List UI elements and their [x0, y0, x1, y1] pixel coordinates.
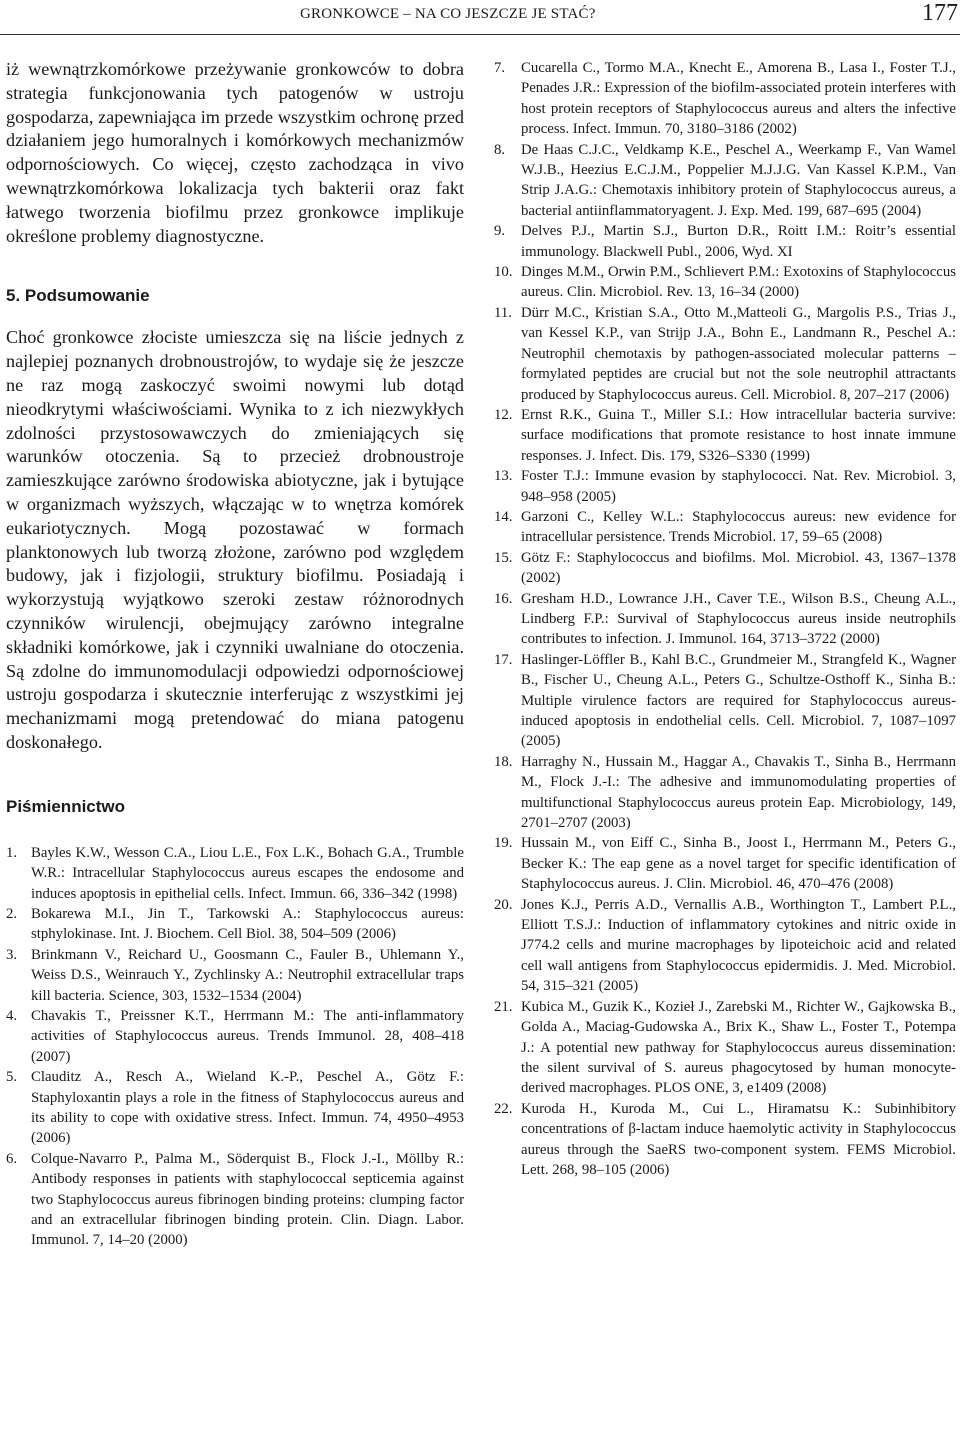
reference-number: 2.	[6, 905, 18, 922]
reference-item	[494, 221, 956, 262]
reference-number: 5.	[6, 1069, 18, 1086]
reference-number: 12.	[494, 406, 513, 423]
reference-number: 4.	[6, 1007, 18, 1024]
reference-item	[6, 1006, 464, 1067]
reference-text: De Haas C.J.C., Veldkamp K.E., Peschel A., Weerkamp F., Van Wamel W.J.B., Heezius E.C.J.M., Poppelier M.J.J.G. Van Kassel K.P.M., Van Strip J.A.G.: Chemotaxis inhibitory protein of Staphylococcus aureus, a bacterial antiinflammatoryagent. J. Exp. Med. 199, 687–695 (2004)	[521, 141, 956, 219]
reference-text: Foster T.J.: Immune evasion by staphylococci. Nat. Rev. Microbiol. 3, 948–958 (2005)	[521, 468, 956, 505]
reference-number: 8.	[494, 141, 506, 158]
reference-text: Chavakis T., Preissner K.T., Herrmann M.: The anti-inflammatory activities of Staphylococcus aureus. Trends Immunol. 28, 408–418 (2007)	[31, 1007, 464, 1065]
reference-item	[494, 507, 956, 548]
reference-item	[494, 303, 956, 405]
reference-list-right	[494, 58, 956, 1180]
summary-paragraph: Choć gronkowce złociste umieszcza się na liście jednych z najlepiej poznanych drobnoustrojów, to wydaje się że jeszcze ne raz mogą zaskoczyć swoimi nowymi lub dotąd nieodkrytymi właściwościami. Wynika to z ich niezwykłych zdolności przystosowawczych do zmieniających się warunków otoczenia. Są to przecież drobnoustroje zamieszkujące zarówno środowiska abiotyczne, jak i bytujące w organizmach wyższych, włączając w to wnętrza komórek eukariotycznych. Mogą pozostawać w formach planktonowych lub tworzą złożone, zarówno pod względem budowy, jak i fizjologii, struktury biofilmu. Posiadają i wykorzystują wyjątkowo szeroki zestaw różnorodnych czynników wirulencji, obejmujący zarówno integralne składniki komórkowe, jak i czynniki uwalniane do otoczenia. Są zdolne do immunomodulacji odpowiedzi odpornościowej ustroju gospodarza i skutecznie interferując z wszystkimi jej mechanizmami mogą pretendować do miana patogenu doskonałego.	[6, 327, 464, 752]
references-heading: Piśmiennictwo	[6, 796, 126, 816]
reference-number: 19.	[494, 835, 513, 852]
reference-text: Ernst R.K., Guina T., Miller S.I.: How intracellular bacteria survive: surface modifications that promote resistance to host innate immune responses. J. Infect. Dis. 179, S326–S330 (1999)	[521, 406, 956, 464]
right-column	[494, 58, 956, 1180]
reference-item	[6, 904, 464, 945]
reference-item	[494, 58, 956, 140]
reference-text: Bokarewa M.I., Jin T., Tarkowski A.: Staphylococcus aureus: stphylokinase. Int. J. Biochem. Cell Biol. 38, 504–509 (2006)	[31, 905, 464, 943]
reference-item	[494, 589, 956, 650]
reference-item	[494, 548, 956, 589]
reference-text: Brinkmann V., Reichard U., Goosmann C., Fauler B., Uhlemann Y., Weiss D.S., Weinrauch Y., Zychlinsky A.: Neutrophil extracellular traps kill bacteria. Science, 303, 1532–1534 (2004)	[31, 946, 464, 1004]
reference-number: 10.	[494, 264, 513, 281]
reference-number: 7.	[494, 60, 506, 76]
left-column	[6, 58, 464, 1251]
reference-text: Garzoni C., Kelley W.L.: Staphylococcus aureus: new evidence for intracellular persistence. Trends Microbiol. 17, 59–65 (2008)	[521, 508, 956, 546]
intro-paragraph: iż wewnątrzkomórkowe przeżywanie gronkowców to dobra strategia funkcjonowania tych patogenów w ustroju gospodarza, zapewniająca im przede wszystkim ochronę przed działaniem jego humoralnych i komórkowych mechanizmów odpornościowych. Co więcej, często zachodząca in vivo wewnątrzkomórkowa lokalizacja tych bakterii oraz fakt łatwego tworzenia biofilmu przez gronkowce implikuje określone problemy diagnostyczne.	[6, 59, 464, 246]
reference-number: 6.	[6, 1150, 18, 1167]
reference-text: Dinges M.M., Orwin P.M., Schlievert P.M.: Exotoxins of Staphylococcus aureus. Clin. Microbiol. Rev. 13, 16–34 (2000)	[521, 264, 956, 301]
reference-number: 13.	[494, 468, 513, 485]
reference-item	[6, 1067, 464, 1149]
reference-item	[6, 945, 464, 1006]
reference-number: 15.	[494, 549, 513, 566]
reference-number: 9.	[494, 223, 506, 240]
header-rule	[0, 34, 960, 35]
reference-number: 20.	[494, 896, 513, 913]
reference-item	[494, 466, 956, 507]
reference-item	[494, 405, 956, 466]
reference-text: Hussain M., von Eiff C., Sinha B., Joost I., Herrmann M., Peters G., Becker K.: The eap gene as a novel target for specific identification of Staphylococcus aureus. J. Clin. Microbiol. 46, 470–476 (2008)	[521, 835, 956, 893]
reference-item	[6, 1149, 464, 1251]
reference-item	[494, 997, 956, 1099]
reference-item	[494, 895, 956, 997]
reference-text: Kuroda H., Kuroda M., Cui L., Hiramatsu K.: Subinhibitory concentrations of β-lactam induce haemolytic activity in Staphylococcus aureus through the SaeRS two-component system. FEMS Microbiol. Lett. 268, 98–105 (2006)	[521, 1100, 956, 1178]
reference-text: Jones K.J., Perris A.D., Vernallis A.B., Worthington T., Lambert P.L., Elliott T.S.J.: Induction of inflammatory cytokines and nitric oxide in J774.2 cells and murine macrophages by lipoteichoic acid and related cell wall antigens from Staphylococcus epidermidis. J. Med. Microbiol. 54, 315–321 (2005)	[521, 896, 956, 995]
reference-text: Kubica M., Guzik K., Kozieł J., Zarebski M., Richter W., Gajkowska B., Golda A., Maciag-Gudowska A., Brix K., Shaw L., Foster T., Potempa J.: A potential new pathway for Staphylococcus aureus dissemination: the silent survival of S. aureus phagocytosed by human monocyte-derived macrophages. PLOS ONE, 3, e1409 (2008)	[521, 998, 956, 1097]
page-number: 177	[922, 0, 958, 26]
reference-item	[6, 843, 464, 904]
reference-number: 3.	[6, 946, 18, 963]
reference-item	[494, 1099, 956, 1181]
reference-number: 18.	[494, 753, 513, 770]
reference-number: 11.	[494, 304, 512, 321]
reference-text: Bayles K.W., Wesson C.A., Liou L.E., Fox L.K., Bohach G.A., Trumble W.R.: Intracellular Staphylococcus aureus escapes the endosome and induces apoptosis in epithelial cells. Infect. Immun. 66, 336–342 (1998)	[31, 844, 464, 902]
reference-text: Clauditz A., Resch A., Wieland K.-P., Peschel A., Götz F.: Staphyloxantin plays a role in the fitness of Staphylococcus aureus and its ability to cope with oxidative stress. Infect. Immun. 74, 4950–4953 (2006)	[31, 1069, 464, 1147]
reference-text: Delves P.J., Martin S.J., Burton D.R., Roitt I.M.: Roitr’s essential immunology. Blackwell Publ., 2006, Wyd. XI	[521, 223, 956, 260]
reference-text: Harraghy N., Hussain M., Haggar A., Chavakis T., Sinha B., Herrmann M., Flock J.-I.: The adhesive and immunomodulating properties of multifunctional Staphylococcus aureus protein Eap. Microbiology, 149, 2701–2707 (2003)	[521, 753, 956, 832]
reference-item	[494, 752, 956, 834]
reference-item	[494, 262, 956, 303]
reference-number: 14.	[494, 508, 513, 525]
reference-number: 22.	[494, 1100, 513, 1117]
reference-text: Gresham H.D., Lowrance J.H., Caver T.E., Wilson B.S., Cheung A.L., Lindberg F.P.: Survival of Staphylococcus aureus inside neutrophils contributes to infection. J. Immunol. 164, 3713–3722 (2000)	[521, 590, 956, 648]
reference-text: Dürr M.C., Kristian S.A., Otto M.,Matteoli G., Margolis P.S., Trias J., van Kessel K.P., van Strijp J.A., Bohn E., Landmann R., Peschel A.: Neutrophil chemotaxis by pathogen-associated molecular patterns – formylated peptides are crucial but not the sole neutrophil attractants produced by Staphylococcus aureus. Cell. Microbiol. 8, 207–217 (2006)	[521, 304, 956, 403]
reference-item	[494, 650, 956, 752]
reference-number: 17.	[494, 651, 513, 668]
reference-number: 16.	[494, 590, 513, 607]
reference-item	[494, 140, 956, 222]
reference-item	[494, 833, 956, 894]
page-header	[0, 0, 960, 40]
reference-number: 1.	[6, 844, 18, 861]
running-title: GRONKOWCE – NA CO JESZCZE JE STAĆ?	[300, 6, 596, 22]
summary-heading: 5. Podsumowanie	[6, 286, 150, 306]
reference-text: Cucarella C., Tormo M.A., Knecht E., Amorena B., Lasa I., Foster T.J., Penades J.R.: Expression of the biofilm-associated protein interferes with host protein receptors of Staphylococcus aureus and alters the infective process. Infect. Immun. 70, 3180–3186 (2002)	[521, 60, 956, 138]
reference-number: 21.	[494, 998, 513, 1015]
reference-text: Colque-Navarro P., Palma M., Söderquist B., Flock J.-I., Möllby R.: Antibody responses in patients with staphylococcal septicemia against two Staphylococcus aureus fibrinogen binding proteins: clumping factor and an extracellular fibrinogen binding protein. Clin. Diagn. Labor. Immunol. 7, 14–20 (2000)	[31, 1150, 464, 1249]
reference-list-left	[6, 843, 464, 1251]
reference-text: Haslinger-Löffler B., Kahl B.C., Grundmeier M., Strangfeld K., Wagner B., Fischer U., Cheung A.L., Peters G., Schultze-Osthoff K., Sinha B.: Multiple virulence factors are required for Staphylococcus aureus-induced apoptosis in endothelial cells. Cell. Microbiol. 7, 1087–1097 (2005)	[521, 651, 956, 750]
reference-text: Götz F.: Staphylococcus and biofilms. Mol. Microbiol. 43, 1367–1378 (2002)	[521, 549, 956, 587]
